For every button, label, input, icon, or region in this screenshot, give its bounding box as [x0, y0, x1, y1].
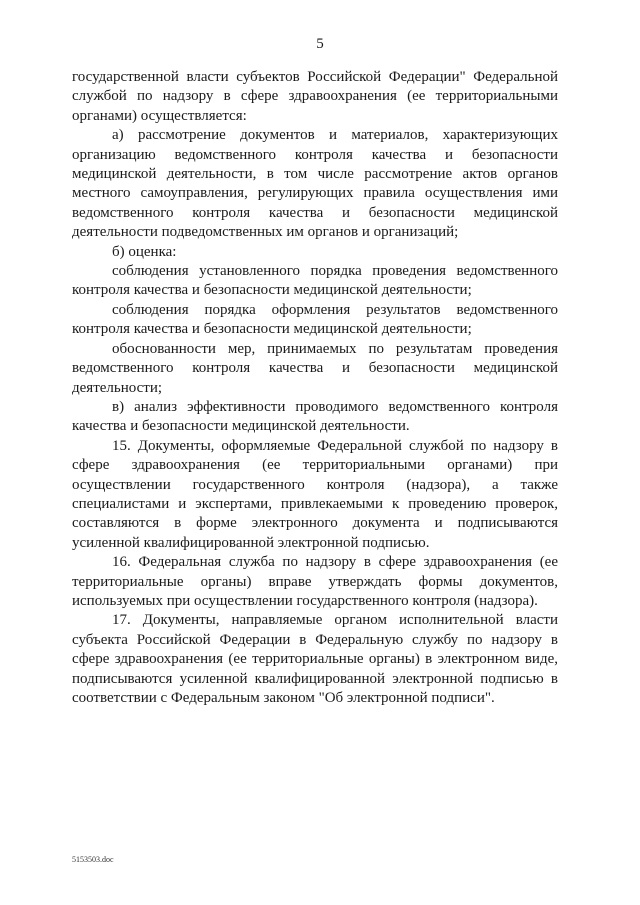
paragraph-item-a: а) рассмотрение документов и материалов, характеризующих организацию ведомственного контроля качества и безопасности медицинской деятельности, в том числе рассмотрение актов органов местного самоуправления, регулирующих правила осуществления ими ведомственного контроля качества и безопасности медицинской деятельности подведомственных им органов и организаций;: [72, 127, 558, 241]
page-number: 5: [316, 36, 324, 52]
document-body: [72, 68, 558, 708]
paragraph-clause-16: 16. Федеральная служба по надзору в сфере здравоохранения (ее территориальные органы) вправе утверждать формы документов, используемых при осуществлении государственного контроля (надзора).: [72, 554, 558, 609]
paragraph-subitem-3: обоснованности мер, принимаемых по результатам проведения ведомственного контроля качества и безопасности медицинской деятельности;: [72, 340, 558, 396]
paragraph-continuation: государственной власти субъектов Российской Федерации" Федеральной службой по надзору в сфере здравоохранения (ее территориальными органами) осуществляется:: [72, 69, 558, 124]
paragraph-clause-15: 15. Документы, оформляемые Федеральной службой по надзору в сфере здравоохранения (ее территориальными органами) при осуществлении государственного контроля (надзора), а также специалистами и экспертами, привлекаемыми к проведению проверок, составляются в форме электронного документа и подписываются усиленной квалифицированной электронной подписью.: [72, 437, 558, 551]
paragraph-subitem-2: соблюдения порядка оформления результатов ведомственного контроля качества и безопасности медицинской деятельности;: [72, 301, 558, 338]
document-file-code: 5153503.doc: [72, 855, 114, 864]
paragraph-clause-17: 17. Документы, направляемые органом исполнительной власти субъекта Российской Федерации в Федеральную службу по надзору в сфере здравоохранения (ее территориальные органы) в электронном виде, подписываются усиленной квалифицированной электронной подписью в соответствии с Федеральным законом "Об электронной подписи".: [72, 612, 558, 706]
paragraph-subitem-1: соблюдения установленного порядка проведения ведомственного контроля качества и безопасности медицинской деятельности;: [72, 263, 558, 299]
paragraph-item-b: б) оценка:: [112, 243, 177, 260]
paragraph-item-c: в) анализ эффективности проводимого ведомственного контроля качества и безопасности медицинской деятельности.: [72, 398, 558, 435]
